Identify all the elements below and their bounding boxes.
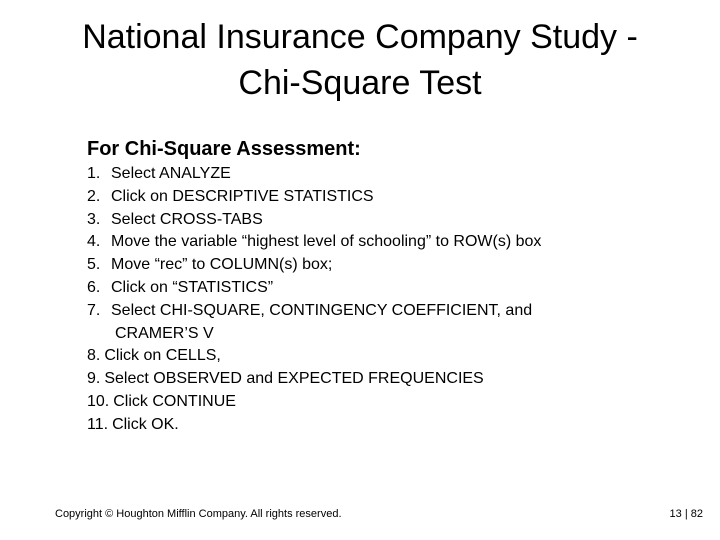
step-item [87, 391, 687, 414]
step-item [87, 209, 687, 232]
step-text: Click on CELLS, [104, 347, 221, 365]
step-number: 9. [87, 370, 101, 388]
step-item [87, 231, 687, 254]
step-item [87, 414, 687, 437]
step-text: Select CROSS-TABS [111, 210, 263, 228]
step-number: 10. [87, 392, 110, 410]
step-number: 8. [87, 347, 101, 365]
step-text: Move the variable “highest level of schooling” to ROW(s) box [111, 233, 542, 251]
step-item [87, 300, 687, 346]
footer-copyright: Copyright © Houghton Mifflin Company. All rights reserved. [55, 508, 342, 520]
step-text: Click on DESCRIPTIVE STATISTICS [111, 187, 374, 205]
slide-title-line-1: National Insurance Company Study - [82, 18, 638, 56]
step-number: 3. [87, 210, 101, 228]
step-text: Move “rec” to COLUMN(s) box; [111, 256, 333, 274]
step-text: Select OBSERVED and EXPECTED FREQUENCIES [104, 370, 484, 388]
step-item [87, 254, 687, 277]
step-number: 11. [87, 415, 109, 433]
step-text-continuation: CRAMER’S V [115, 324, 214, 342]
slide-title [0, 14, 720, 106]
step-number: 7. [87, 301, 101, 319]
step-text: Click OK. [112, 415, 179, 433]
slide-title-line-2: Chi-Square Test [238, 64, 482, 102]
step-text: Click CONTINUE [113, 392, 236, 410]
step-item [87, 277, 687, 300]
step-item [87, 368, 687, 391]
step-number: 6. [87, 278, 101, 296]
step-number: 4. [87, 233, 101, 251]
step-item [87, 163, 687, 186]
step-item [87, 186, 687, 209]
step-text: Click on “STATISTICS” [111, 278, 274, 296]
steps-list [87, 163, 687, 437]
step-number: 2. [87, 187, 101, 205]
page-number: 13 | 82 [669, 508, 703, 520]
step-item [87, 345, 687, 368]
step-text: Select CHI-SQUARE, CONTINGENCY COEFFICIENT, and [111, 301, 533, 319]
section-heading: For Chi-Square Assessment: [87, 138, 361, 160]
step-number: 1. [87, 165, 101, 182]
step-number: 5. [87, 256, 101, 274]
step-text: Select ANALYZE [111, 165, 231, 182]
